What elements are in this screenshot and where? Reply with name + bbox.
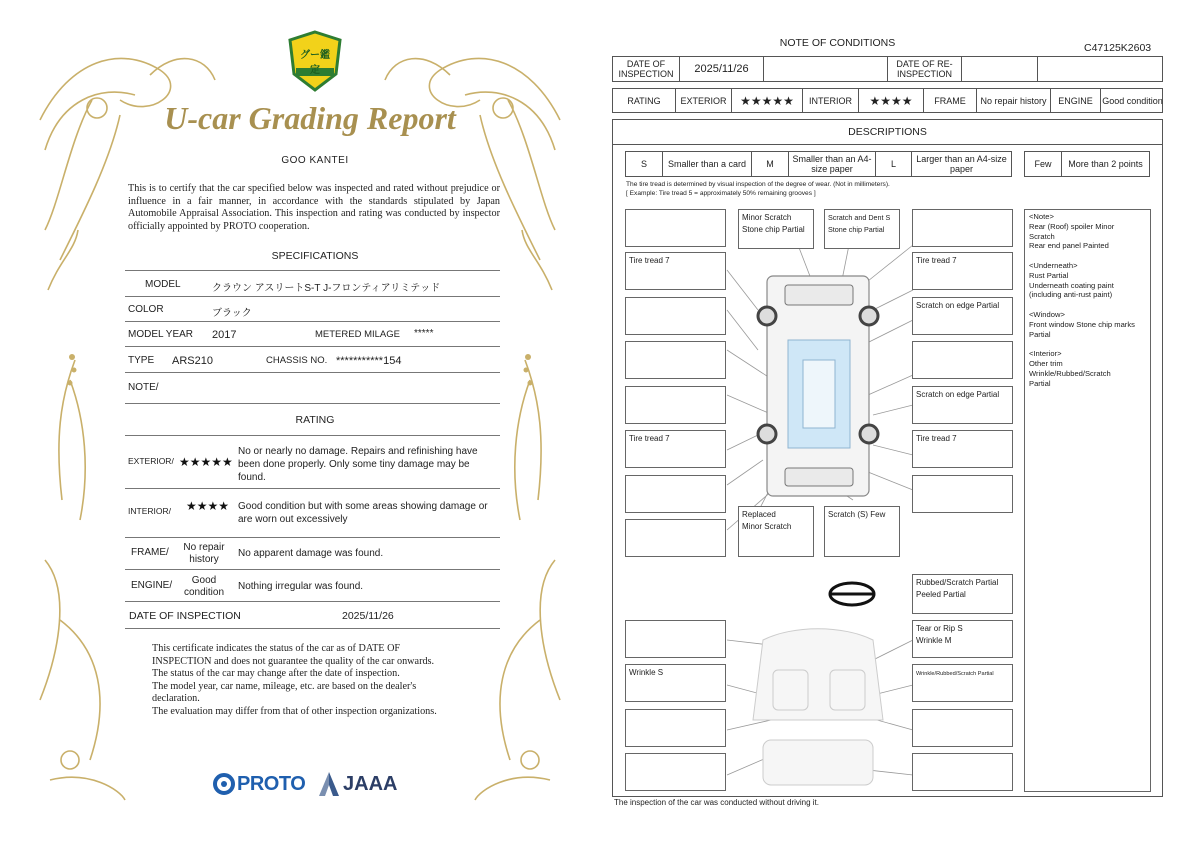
descriptions-heading: DESCRIPTIONS	[848, 126, 927, 138]
condition-text: Tire tread 7	[916, 434, 957, 443]
condition-box-bottom-mid2	[824, 506, 900, 557]
date-inspection-label: DATE OF INSPECTION	[613, 57, 680, 81]
side-note-line: Scratch	[1029, 231, 1055, 241]
certificate-subtitle: GOO KANTEI	[281, 155, 349, 166]
specifications-heading: SPECIFICATIONS	[271, 250, 359, 262]
frame-description: No apparent damage was found.	[238, 548, 384, 559]
condition-text: Scratch on edge Partial	[916, 390, 1000, 399]
side-note-line	[1029, 251, 1146, 261]
side-note-line: Front window Stone chip marks	[1029, 319, 1135, 329]
divider	[125, 346, 500, 347]
side-note-line: Other trim	[1029, 358, 1063, 368]
exterior-stars: ★★★★★	[179, 455, 233, 469]
date-blank	[1038, 57, 1164, 81]
rating-row	[612, 88, 1163, 113]
condition-text: Minor Scratch Stone chip Partial	[742, 213, 805, 234]
few-legend	[1024, 151, 1150, 177]
condition-text: Tire tread 7	[916, 256, 957, 265]
model-value: クラウン アスリートS-T J-フロンティアリミテッド	[212, 283, 441, 294]
inspection-date-value: 2025/11/26	[342, 610, 394, 622]
condition-box-steering	[912, 574, 1013, 614]
side-note-line: Rear (Roof) spoiler Minor	[1029, 221, 1115, 231]
condition-text: Scratch (S) Few	[828, 510, 886, 519]
legend-s-desc: Smaller than a card	[663, 152, 752, 176]
model-year-value: 2017	[212, 329, 237, 341]
date-reinspection-value	[962, 57, 1038, 81]
condition-box-tear	[912, 620, 1013, 658]
condition-text: Rubbed/Scratch Partial Peeled Partial	[916, 578, 999, 599]
disclaimer	[152, 643, 492, 718]
disclaimer-line: The evaluation may differ from that of other inspection organizations.	[152, 705, 437, 717]
condition-box-left-tire-front	[625, 252, 726, 290]
proto-logo	[213, 770, 305, 798]
condition-box	[912, 341, 1013, 379]
condition-box	[625, 620, 726, 658]
legend-l-desc: Larger than an A4-size paper	[916, 154, 1007, 174]
metered-milage-value: *****	[414, 328, 434, 339]
side-note-line: Partial	[1029, 329, 1051, 339]
note-label: NOTE/	[128, 382, 159, 393]
frame-label: FRAME/	[131, 547, 169, 558]
divider	[125, 403, 500, 404]
date-inspection-value: 2025/11/26	[680, 57, 764, 81]
rating-label: RATING	[613, 89, 676, 112]
engine-description: Nothing irregular was found.	[238, 581, 364, 592]
chassis-value: ***********154	[336, 355, 402, 367]
report-id: C47125K2603	[1084, 42, 1152, 54]
divider	[125, 435, 500, 436]
badge-text: グー鑑定	[300, 50, 330, 76]
divider	[613, 144, 1162, 145]
date-row	[612, 56, 1163, 82]
frame-value: No repair history	[977, 89, 1051, 112]
side-note-line: <Window>	[1029, 309, 1065, 319]
condition-text: Wrinkle S	[629, 668, 664, 677]
condition-box-bottom-mid1	[738, 506, 814, 557]
proto-mark-icon	[213, 773, 235, 795]
condition-box	[625, 709, 726, 747]
disclaimer-line: This certificate indicates the status of the car as of DATE OF	[152, 643, 401, 654]
condition-box	[912, 475, 1013, 513]
jaaa-logo	[318, 770, 397, 798]
disclaimer-line: The status of the car may change after the date of inspection.	[152, 668, 400, 679]
side-note-line: Underneath coating paint	[1029, 280, 1114, 290]
condition-text: Tire tread 7	[629, 256, 670, 265]
legend-few: Few	[1025, 152, 1062, 176]
condition-box	[625, 519, 726, 557]
exterior-label: EXTERIOR	[676, 89, 732, 112]
condition-box-top-mid1	[738, 209, 814, 249]
condition-box-top-mid2	[824, 209, 900, 249]
legend-l: L	[876, 152, 912, 176]
engine-label: ENGINE/	[131, 580, 173, 591]
condition-box	[625, 341, 726, 379]
jaaa-mark-icon	[318, 771, 340, 797]
color-value: ブラック	[212, 308, 252, 319]
divider	[125, 296, 500, 297]
condition-box	[625, 475, 726, 513]
goo-kantei-badge	[288, 30, 342, 92]
condition-text: Scratch and Dent S Stone chip Partial	[828, 213, 891, 234]
condition-box-right-scratch1	[912, 297, 1013, 335]
certificate-intro: This is to certify that the car specified below was inspected and rated without prejudice or influence in a fair manner, in accordance with the standards stipulated by Japan Automobile Appraisal Association. This inspection and rating was conducted by inspector officially appointed by PROTO cooperation.	[128, 183, 500, 232]
condition-text: Tire tread 7	[629, 434, 670, 443]
side-note-line: <Underneath>	[1029, 260, 1078, 270]
condition-text: Replaced Minor Scratch	[742, 510, 792, 531]
condition-text: Tear or Rip S Wrinkle M	[916, 624, 963, 645]
side-note-line	[1029, 300, 1146, 310]
date-reinspection-label: DATE OF RE-INSPECTION	[888, 57, 962, 81]
divider	[125, 569, 500, 570]
disclaimer-line: declaration.	[152, 693, 200, 704]
exterior-description: No or nearly no damage. Repairs and refinishing have been done properly. Only some tiny damage may be found.	[238, 446, 478, 483]
side-notes-panel	[1024, 209, 1151, 792]
side-note-line: Rust Partial	[1029, 270, 1069, 280]
divider	[125, 601, 500, 602]
condition-box	[912, 209, 1013, 247]
side-note-line	[1029, 339, 1146, 349]
exterior-label: EXTERIOR/	[128, 456, 174, 466]
interior-label: INTERIOR/	[128, 506, 171, 516]
condition-box-left-tire-rear	[625, 430, 726, 468]
engine-label: ENGINE	[1051, 89, 1101, 112]
legend-m: M	[752, 152, 789, 176]
frame-value: No repair history	[183, 542, 225, 565]
divider	[125, 488, 500, 489]
jaaa-logo-text: JAAA	[343, 772, 398, 795]
side-note-line: (including anti-rust paint)	[1029, 290, 1113, 300]
size-legend	[625, 151, 1012, 177]
side-note-line: Wrinkle/Rubbed/Scratch	[1029, 368, 1111, 378]
engine-value: Good condition	[183, 575, 225, 598]
model-year-label: MODEL YEAR	[128, 329, 194, 340]
condition-box	[912, 753, 1013, 791]
side-note-line: <Interior>	[1029, 349, 1062, 359]
model-label: MODEL	[145, 279, 181, 290]
condition-box-right-tire-rear	[912, 430, 1013, 468]
date-blank	[764, 57, 888, 81]
condition-box-right-tire-front	[912, 252, 1013, 290]
tire-note: The tire tread is determined by visual inspection of the degree of wear. (Not in millimeters).	[626, 181, 890, 188]
type-value: ARS210	[172, 355, 213, 367]
interior-stars: ★★★★	[859, 89, 924, 112]
frame-label: FRAME	[924, 89, 977, 112]
engine-value: Good condition	[1102, 95, 1163, 106]
divider	[125, 372, 500, 373]
chassis-label: CHASSIS NO.	[266, 355, 328, 366]
note-title: NOTE OF CONDITIONS	[779, 37, 896, 49]
condition-box-wrinkle-left	[625, 664, 726, 702]
condition-box	[625, 209, 726, 247]
interior-stars: ★★★★	[186, 499, 230, 513]
descriptions-panel	[612, 119, 1163, 797]
exterior-stars: ★★★★★	[732, 89, 803, 112]
rating-heading: RATING	[295, 414, 335, 426]
note-of-conditions	[600, 0, 1200, 848]
proto-logo-text: PROTO	[237, 772, 306, 795]
divider	[125, 321, 500, 322]
condition-box-wrinkle-right	[912, 664, 1013, 702]
divider	[125, 628, 500, 629]
type-label: TYPE	[128, 355, 155, 366]
steering-wheel-icon	[830, 583, 874, 605]
legend-s: S	[626, 152, 663, 176]
certificate-title: U-car Grading Report	[164, 100, 456, 136]
disclaimer-line: The model year, car name, mileage, etc. are based on the dealer's	[152, 680, 417, 692]
condition-box-right-scratch2	[912, 386, 1013, 424]
side-note-line: Rear end panel Painted	[1029, 241, 1109, 251]
legend-m-desc: Smaller than an A4-size paper	[789, 152, 876, 176]
condition-box	[625, 297, 726, 335]
disclaimer-line: INSPECTION and does not guarantee the quality of the car onwards.	[152, 655, 435, 667]
divider	[125, 537, 500, 538]
interior-label: INTERIOR	[803, 89, 859, 112]
legend-few-desc: More than 2 points	[1068, 159, 1143, 169]
condition-text: Scratch on edge Partial	[916, 301, 1000, 310]
condition-box	[625, 386, 726, 424]
inspection-date-label: DATE OF INSPECTION	[129, 610, 241, 622]
divider	[125, 270, 500, 271]
condition-text: Wrinkle/Rubbed/Scratch Partial	[916, 671, 994, 677]
condition-box	[912, 709, 1013, 747]
metered-milage-label: METERED MILAGE	[315, 329, 400, 340]
condition-box	[625, 753, 726, 791]
color-label: COLOR	[128, 304, 164, 315]
side-note-line: <Note>	[1029, 212, 1054, 221]
footer-note: The inspection of the car was conducted without driving it.	[614, 798, 819, 807]
tire-note-example: [ Example: Tire tread 5 = approximately 50% remaining grooves ]	[626, 190, 816, 197]
side-note-line: Partial	[1029, 378, 1051, 388]
interior-description: Good condition but with some areas showing damage or are worn out excessively	[238, 501, 488, 525]
